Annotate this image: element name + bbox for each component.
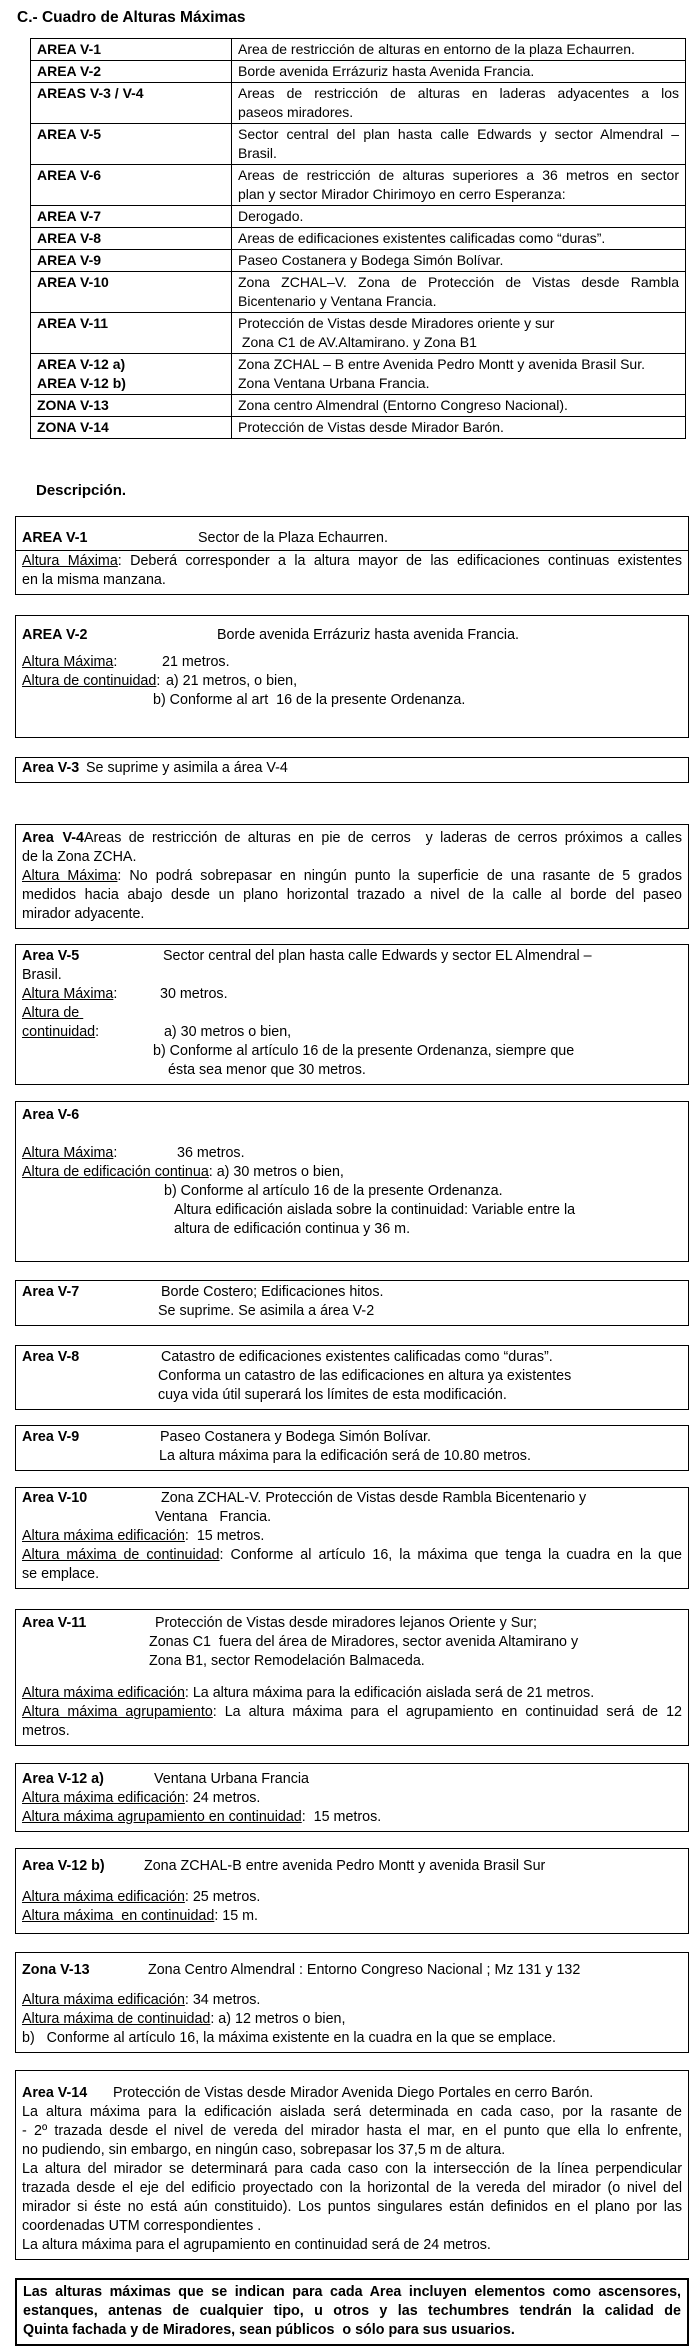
area-label: Area V-8 (22, 1349, 80, 1365)
area-desc-cell (232, 61, 686, 83)
text-run: 30 metros. (160, 986, 228, 1002)
section-area-v-7 (15, 1280, 689, 1326)
text-run: Altura edificación aislada sobre la continuidad: Variable entre la (174, 1202, 576, 1218)
field-label: Altura máxima agrupamiento (22, 1704, 213, 1720)
area-label: AREA V-11 (37, 315, 109, 331)
text-run: mirador adyacente. (22, 906, 145, 922)
text-run: - 2º trazada desde el nivel de vereda del mirador hasta el mar, en el punto que ella lo enfrente, (22, 2123, 682, 2139)
text-run: en la misma manzana. (22, 572, 166, 588)
text-run: Catastro de edificaciones existentes calificadas como “duras”. (161, 1349, 553, 1365)
text-line (22, 947, 682, 966)
area-cell (31, 272, 232, 313)
text-line (22, 1182, 682, 1201)
text-line (22, 1508, 682, 1527)
text-run: metros. (22, 1723, 70, 1739)
text-run: Las alturas máximas que se indican para cada Area incluyen elementos como ascensores, (23, 2284, 681, 2300)
area-cell (31, 83, 232, 124)
text-line (22, 2122, 682, 2141)
area-cell (31, 228, 232, 250)
text-line (22, 1386, 682, 1405)
text-line (22, 1961, 682, 1980)
text-run: Borde Costero; Edificaciones hitos. (161, 1284, 384, 1300)
section-area-v-9 (15, 1425, 689, 1471)
text-line (22, 1004, 682, 1042)
text-line (22, 2160, 682, 2179)
text-line (22, 1907, 682, 1926)
spacer (22, 1876, 682, 1888)
text-run: b) Conforme al art 16 de la presente Ordenanza. (153, 692, 466, 708)
text-line (22, 653, 682, 672)
area-label: AREAS V-3 / V-4 (37, 85, 144, 101)
page-title: C.- Cuadro de Alturas Máximas (17, 9, 246, 26)
text-run: Ventana Francia. (155, 1509, 272, 1525)
area-label: Area V-7 (22, 1284, 80, 1300)
table-row (31, 228, 686, 250)
text-line (22, 1144, 682, 1163)
text-line (22, 2217, 682, 2236)
area-label: Area V-5 (22, 948, 80, 964)
area-desc-cell (232, 228, 686, 250)
text-run: Paseo Costanera y Bodega Simón Bolívar. (160, 1429, 432, 1445)
area-label: AREA V-12 b) (37, 375, 126, 391)
text-run: Sector de la Plaza Echaurren. (198, 530, 388, 546)
areas-table-body (31, 39, 686, 439)
text-line (22, 2010, 682, 2029)
text-run: : 24 metros. (184, 1790, 261, 1806)
text-line (22, 1428, 682, 1447)
area-desc-cell (232, 313, 686, 354)
table-row (31, 417, 686, 439)
text-line (23, 2321, 681, 2340)
area-label: AREA V-1 (37, 41, 102, 57)
table-row (31, 124, 686, 165)
text-run: b) Conforme al artículo 16 de la presente Ordenanza. (164, 1183, 503, 1199)
area-label: AREA V-8 (37, 230, 102, 246)
table-row (31, 272, 686, 313)
area-label: Area V-10 (22, 1490, 88, 1506)
text-line (22, 1722, 682, 1741)
area-desc-line: Sector central del plan hasta calle Edwards y sector Almendral – (238, 126, 679, 142)
text-run: Zona B1, sector Remodelación Balmaceda. (149, 1653, 425, 1669)
text-run: La altura máxima para la edificación será de 10.80 metros. (159, 1448, 531, 1464)
area-label: AREA V-9 (37, 252, 102, 268)
field-label: Altura de continuidad: (22, 1005, 100, 1040)
area-desc-line: Areas de restricción de alturas en laderas adyacentes a los (238, 85, 679, 101)
section-area-v-11 (15, 1609, 689, 1746)
text-run: Sector central del plan hasta calle Edwards y sector EL Almendral – (163, 948, 592, 964)
text-line (22, 1888, 682, 1907)
field-label: Altura máxima edificación (22, 1889, 185, 1905)
area-desc-line: Borde avenida Errázuriz hasta Avenida Francia. (238, 63, 535, 79)
area-desc-line: Areas de edificaciones existentes calificadas como “duras”. (238, 230, 606, 246)
area-desc-line: Area de restricción de alturas en entorno de la plaza Echaurren. (238, 41, 635, 57)
area-label: ZONA V-14 (37, 419, 109, 435)
text-line (22, 1770, 682, 1789)
text-line (22, 2084, 682, 2103)
text-run: Zona ZCHAL-V. Protección de Vistas desde Rambla Bicentenario y (161, 1490, 587, 1506)
text-run: medidos hacia abajo desde un plano horizontal trazado a nivel de la calle al borde del paseo (22, 887, 682, 903)
text-run: : 34 metros. (184, 1992, 261, 2008)
text-line (22, 2198, 682, 2217)
text-run: b) Conforme al artículo 16, la máxima existente en la cuadra en la que se emplace. (22, 2030, 557, 2046)
text-line (22, 985, 682, 1004)
text-run: estanques, antenas de cualquier tipo, u otros y las techumbres tendrán la calidad de (23, 2303, 681, 2319)
text-run: mirador si éste no está aún constituido). Los puntos singulares están definidos en el plano por las (22, 2199, 682, 2215)
text-run: cuya vida útil superará los límites de esta modificación. (158, 1387, 507, 1403)
area-cell (31, 39, 232, 61)
text-line (22, 1201, 682, 1220)
area-desc-cell (232, 417, 686, 439)
section-area-v-5 (15, 944, 689, 1085)
area-label: Area V-11 (22, 1615, 87, 1631)
text-run: a) 21 metros, o bien, (162, 673, 298, 689)
text-run: Quinta fachada y de Miradores, sean públicos o sólo para sus usuarios. (23, 2322, 515, 2338)
area-desc-cell (232, 165, 686, 206)
text-line (22, 1789, 682, 1808)
text-run: : 25 metros. (184, 1889, 261, 1905)
table-row (31, 61, 686, 83)
table-row (31, 250, 686, 272)
area-desc-cell (232, 250, 686, 272)
text-run: Protección de Vistas desde Mirador Avenida Diego Portales en cerro Barón. (113, 2085, 594, 2101)
text-line (22, 2179, 682, 2198)
section-note-alturas-maximas (15, 2278, 689, 2346)
area-desc-cell (232, 272, 686, 313)
text-line (22, 626, 682, 645)
text-run: : Deberá corresponder a la altura mayor de las edificaciones continuas existentes (117, 553, 682, 569)
text-line (22, 1489, 682, 1508)
text-run: La altura del mirador se determinará para cada caso con la intersección de la línea perpendicular (22, 2161, 682, 2177)
text-line (22, 1684, 682, 1703)
text-line (22, 1348, 682, 1367)
text-line (22, 1703, 682, 1722)
section-area-v-4 (15, 824, 689, 929)
areas-table (30, 38, 686, 439)
area-cell (31, 206, 232, 228)
text-line (22, 691, 682, 710)
text-line (22, 867, 682, 886)
area-label: Zona V-13 (22, 1962, 90, 1978)
area-desc-line: Zona ZCHAL – B entre Avenida Pedro Montt y avenida Brasil Sur. (238, 356, 645, 372)
text-line (22, 1042, 682, 1061)
text-line (22, 2103, 682, 2122)
field-label: Altura máxima de continuidad (22, 2011, 211, 2027)
field-label: Altura Máxima: (22, 1145, 118, 1161)
field-label: Altura máxima agrupamiento en continuidad (22, 1809, 302, 1825)
text-line (22, 1565, 682, 1584)
text-run: Se suprime y asimila a área V-4 (86, 760, 288, 776)
field-label-text: Altura Máxima (22, 1145, 114, 1161)
text-run: trazada desde el eje del edificio proyectado con la horizontal de la vereda del mirador (o nivel del (22, 2180, 682, 2196)
area-desc-line: Derogado. (238, 208, 304, 224)
area-label: ZONA V-13 (37, 397, 109, 413)
field-label: Altura máxima en continuidad (22, 1908, 215, 1924)
area-label: Area V-3 (22, 760, 80, 776)
text-run: : No podrá sobrepasar en ningún punto la superficie de una rasante de 5 grados (117, 868, 682, 884)
spacer (22, 645, 682, 653)
text-run: La altura máxima para la edificación aislada será determinada en cada caso, por la rasante de (22, 2104, 682, 2120)
text-line (22, 1633, 682, 1652)
text-run: : a) 12 metros o bien, (210, 2011, 346, 2027)
text-line (22, 759, 682, 778)
section-area-v-12-a (15, 1763, 689, 1832)
text-run: Zona ZCHAL-B entre avenida Pedro Montt y avenida Brasil Sur (144, 1858, 546, 1874)
field-label: Altura Máxima (22, 868, 118, 884)
area-cell (31, 61, 232, 83)
section-area-v-8 (15, 1345, 689, 1410)
area-label: AREA V-1 (22, 530, 88, 546)
area-desc-line: Zona Ventana Urbana Francia. (238, 375, 430, 391)
field-label: Altura Máxima (22, 553, 118, 569)
text-run: 21 metros. (162, 654, 230, 670)
area-label: Area V-14 (22, 2085, 88, 2101)
field-label-text: Altura de continuidad (22, 1005, 96, 1040)
area-cell (31, 417, 232, 439)
text-line (22, 1283, 682, 1302)
text-line (23, 2283, 681, 2302)
text-line (22, 1447, 682, 1466)
text-run: Protección de Vistas desde miradores lejanos Oriente y Sur; (155, 1615, 537, 1631)
document-page (0, 8, 700, 2346)
field-label: Altura de continuidad: (22, 673, 161, 689)
text-line (22, 1106, 682, 1125)
text-line (22, 529, 682, 548)
area-desc-cell (232, 395, 686, 417)
text-line (23, 2302, 681, 2321)
text-line (22, 552, 682, 571)
table-row (31, 354, 686, 395)
area-cell (31, 354, 232, 395)
field-label: Altura máxima edificación (22, 1528, 185, 1544)
section-zona-v-13 (15, 1952, 689, 2053)
sections-container (0, 516, 700, 2346)
text-run: altura de edificación continua y 36 m. (174, 1221, 411, 1237)
section-area-v-1 (15, 516, 689, 595)
section-area-v-2 (15, 615, 689, 738)
area-label: AREA V-10 (37, 274, 109, 290)
text-run: ésta sea menor que 30 metros. (168, 1062, 366, 1078)
field-label-text: Altura de continuidad (22, 673, 157, 689)
section-area-v-6 (15, 1101, 689, 1262)
text-run: Conforma un catastro de las edificaciones en altura ya existentes (158, 1368, 572, 1384)
text-run: no pudiendo, sin embargo, en ningún caso, sobrepasar los 37,5 m de altura. (22, 2142, 506, 2158)
text-line (22, 1546, 682, 1565)
text-run: a) 30 metros o bien, (160, 1024, 292, 1040)
area-desc-line: Protección de Vistas desde Mirador Barón. (238, 419, 504, 435)
spacer (22, 1125, 682, 1144)
area-desc-line: Areas de restricción de alturas superiores a 36 metros en sector (238, 167, 679, 183)
area-label: Area V-12 a) (22, 1771, 104, 1787)
text-run: : Conforme al artículo 16, la máxima que tenga la cuadra en la que (219, 1547, 682, 1563)
field-label: Altura máxima edificación (22, 1685, 185, 1701)
area-desc-line: Zona centro Almendral (Entorno Congreso Nacional). (238, 397, 568, 413)
area-desc-line: Zona C1 de AV.Altamirano. y Zona B1 (238, 334, 477, 350)
area-label: Area V-9 (22, 1429, 80, 1445)
text-run: : La altura máxima para el agrupamiento en continuidad será de 12 (212, 1704, 682, 1720)
text-run: Se suprime. Se asimila a área V-2 (158, 1303, 375, 1319)
area-label: AREA V-2 (22, 627, 88, 643)
text-run: Ventana Urbana Francia (154, 1771, 309, 1787)
table-row (31, 165, 686, 206)
text-run: Zonas C1 fuera del área de Miradores, sector avenida Altamirano y (149, 1634, 579, 1650)
area-desc-cell (232, 124, 686, 165)
text-line (22, 1302, 682, 1321)
table-row (31, 39, 686, 61)
spacer (22, 1671, 682, 1684)
text-line (22, 905, 682, 924)
text-run: : a) 30 metros o bien, (208, 1164, 344, 1180)
area-desc-line: Bicentenario y Ventana Francia. (238, 293, 437, 309)
text-line (22, 1163, 682, 1182)
text-line (22, 1220, 682, 1239)
text-line (22, 1991, 682, 2010)
text-line (22, 1061, 682, 1080)
area-label: AREA V-12 a) (37, 356, 126, 372)
field-label: Altura máxima de continuidad (22, 1547, 220, 1563)
text-line (22, 672, 682, 691)
area-cell (31, 250, 232, 272)
text-run: La altura máxima para el agrupamiento en continuidad será de 24 metros. (22, 2237, 491, 2253)
area-desc-line: paseos miradores. (238, 104, 354, 120)
text-run: : 15 metros. (184, 1528, 265, 1544)
text-line (22, 2236, 682, 2255)
section-area-v-3 (15, 757, 689, 783)
area-cell (31, 165, 232, 206)
text-run: se emplace. (22, 1566, 100, 1582)
area-desc-cell (232, 206, 686, 228)
header-rule (16, 550, 688, 551)
text-line (22, 2029, 682, 2048)
area-desc-cell (232, 39, 686, 61)
text-run: b) Conforme al artículo 16 de la presente Ordenanza, siempre que (153, 1043, 575, 1059)
text-run: Zona Centro Almendral : Entorno Congreso Nacional ; Mz 131 y 132 (148, 1962, 581, 1978)
table-row (31, 206, 686, 228)
table-row (31, 395, 686, 417)
field-label: Altura máxima edificación (22, 1992, 185, 2008)
text-line (22, 848, 682, 867)
section-area-v-10 (15, 1487, 689, 1589)
field-label: Altura de edificación continua (22, 1164, 209, 1180)
area-desc-cell (232, 354, 686, 395)
area-label: AREA V-7 (37, 208, 102, 224)
table-row (31, 313, 686, 354)
text-line (22, 2141, 682, 2160)
section-area-v-14 (15, 2070, 689, 2260)
text-line (22, 1808, 682, 1827)
text-line (22, 1857, 682, 1876)
spacer (22, 1980, 682, 1991)
text-line (22, 1614, 682, 1633)
text-line (22, 1527, 682, 1546)
area-cell (31, 395, 232, 417)
field-label-text: Altura Máxima (22, 986, 114, 1002)
field-label: Altura Máxima: (22, 654, 118, 670)
description-heading: Descripción. (36, 482, 127, 499)
area-desc-line: Paseo Costanera y Bodega Simón Bolívar. (238, 252, 504, 268)
area-label: Area V-6 (22, 1107, 80, 1123)
text-run: : 15 metros. (301, 1809, 382, 1825)
text-run: Borde avenida Errázuriz hasta avenida Francia. (217, 627, 519, 643)
field-label-text: Altura Máxima (22, 654, 114, 670)
text-run: Areas de restricción de alturas en pie de cerros y laderas de cerros próximos a calles (84, 830, 682, 846)
text-run: : La altura máxima para la edificación aislada será de 21 metros. (184, 1685, 595, 1701)
text-line (22, 966, 682, 985)
text-line (22, 829, 682, 848)
field-label: Altura Máxima: (22, 986, 118, 1002)
area-cell (31, 124, 232, 165)
area-desc-cell (232, 83, 686, 124)
area-desc-line: plan y sector Mirador Chirimoyo en cerro Esperanza: (238, 186, 566, 202)
text-run: de la Zona ZCHA. (22, 849, 137, 865)
text-run: 36 metros. (177, 1145, 245, 1161)
area-label: AREA V-5 (37, 126, 102, 142)
area-label: Area V-12 b) (22, 1858, 105, 1874)
area-desc-line: Zona ZCHAL–V. Zona de Protección de Vistas desde Rambla (238, 274, 679, 290)
text-line (22, 1652, 682, 1671)
text-run: coordenadas UTM correspondientes . (22, 2218, 262, 2234)
area-desc-line: Brasil. (238, 145, 277, 161)
text-line (22, 886, 682, 905)
area-desc-line: Protección de Vistas desde Miradores oriente y sur (238, 315, 555, 331)
field-label: Altura máxima edificación (22, 1790, 185, 1806)
area-cell (31, 313, 232, 354)
table-row (31, 83, 686, 124)
section-area-v-12-b (15, 1848, 689, 1934)
text-line (22, 1367, 682, 1386)
text-run: : 15 m. (214, 1908, 259, 1924)
text-line (22, 571, 682, 590)
area-label: Area V-4 (22, 830, 84, 846)
area-label: AREA V-2 (37, 63, 102, 79)
area-label: AREA V-6 (37, 167, 102, 183)
text-run: Brasil. (22, 967, 62, 983)
